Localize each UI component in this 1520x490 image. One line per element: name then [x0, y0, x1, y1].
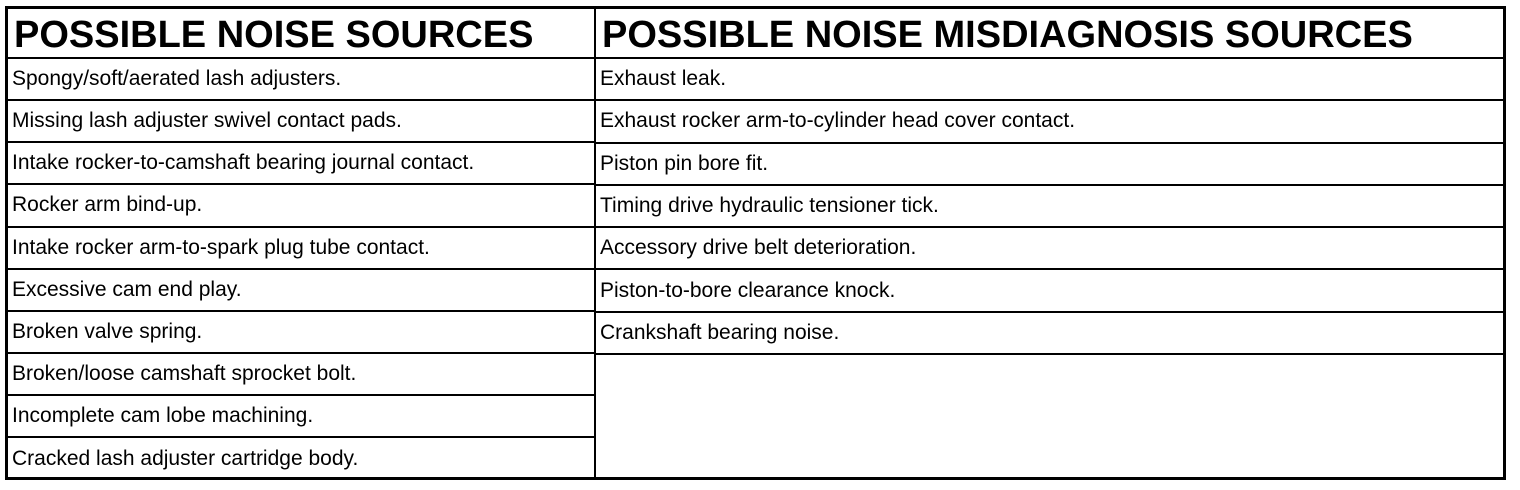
table-row: Intake rocker arm-to-spark plug tube contact. [8, 228, 594, 270]
table-row: Exhaust rocker arm-to-cylinder head cover contact. [596, 101, 1503, 143]
table-row: Piston pin bore fit. [596, 144, 1503, 186]
table-row: Spongy/soft/aerated lash adjusters. [8, 59, 594, 101]
table-row: Excessive cam end play. [8, 270, 594, 312]
table-row: Timing drive hydraulic tensioner tick. [596, 186, 1503, 228]
empty-cell [596, 355, 1503, 477]
noise-sources-list [8, 59, 594, 480]
misdiagnosis-sources-header: POSSIBLE NOISE MISDIAGNOSIS SOURCES [596, 9, 1503, 59]
table-row: Rocker arm bind-up. [8, 185, 594, 227]
table-row: Exhaust leak. [596, 59, 1503, 101]
noise-sources-column [8, 9, 596, 477]
table-row: Accessory drive belt deterioration. [596, 228, 1503, 270]
misdiagnosis-sources-list [596, 59, 1503, 477]
table-row: Crankshaft bearing noise. [596, 313, 1503, 355]
noise-sources-header: POSSIBLE NOISE SOURCES [8, 9, 594, 59]
table-row: Broken valve spring. [8, 312, 594, 354]
table-row: Incomplete cam lobe machining. [8, 396, 594, 438]
noise-sources-table [5, 6, 1506, 480]
table-row: Missing lash adjuster swivel contact pads. [8, 101, 594, 143]
table-row: Intake rocker-to-camshaft bearing journal contact. [8, 143, 594, 185]
table-row: Cracked lash adjuster cartridge body. [12, 447, 359, 471]
table-row: Broken/loose camshaft sprocket bolt. [8, 354, 594, 396]
table-row: Piston-to-bore clearance knock. [596, 270, 1503, 312]
misdiagnosis-sources-column [596, 9, 1503, 477]
